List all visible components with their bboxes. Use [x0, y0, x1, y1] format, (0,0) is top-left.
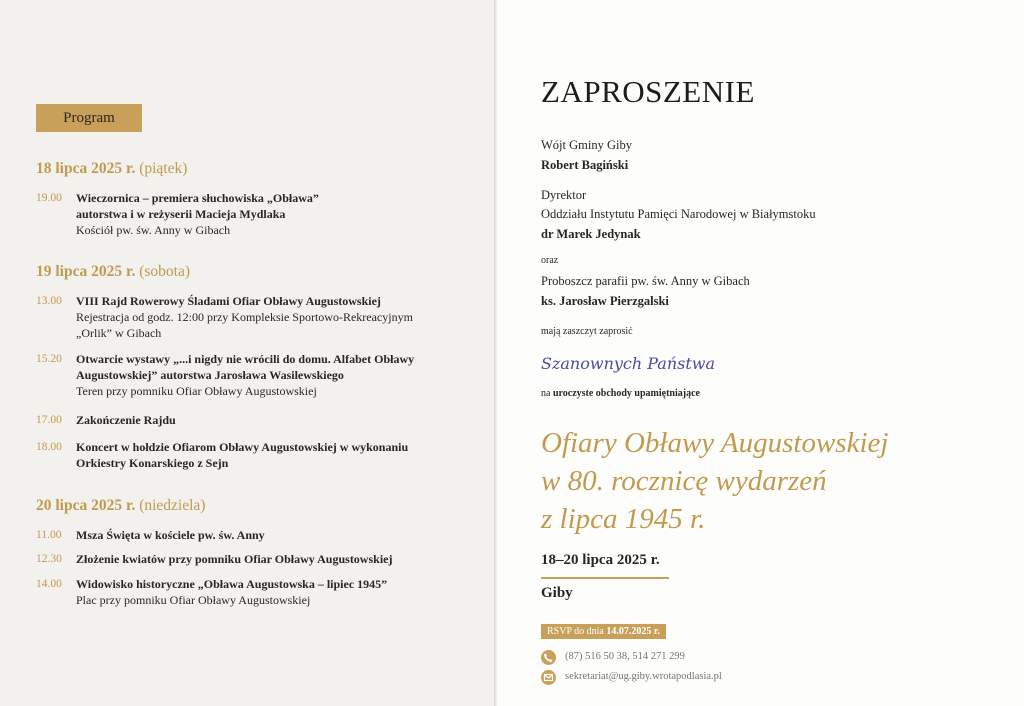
event-detail: Kościół pw. św. Anny w Gibach [76, 223, 231, 237]
event-detail: Plac przy pomniku Ofiar Obławy Augustowskiej [76, 593, 311, 607]
host1-name: Robert Bagiński [541, 158, 629, 172]
event-title: Otwarcie wystawy „...i nigdy nie wrócili do domu. Alfabet Obławy [76, 352, 415, 366]
day-date: 18 lipca 2025 r. [36, 160, 136, 177]
program-badge: Program [36, 104, 142, 132]
handwritten-addressee: Szanownych Państwa [541, 354, 716, 373]
dates-underline [541, 577, 669, 579]
event-time: 13.00 [36, 295, 62, 307]
event-detail: Rejestracja od godz. 12:00 przy Kompleksie Sportowo-Rekreacyjnym [76, 310, 413, 324]
event-place: Giby [541, 585, 573, 601]
headline-line-2: w 80. rocznicę wydarzeń [541, 465, 827, 497]
event-title-cont: Orkiestry Konarskiego z Sejn [76, 456, 229, 470]
headline-line-3: z lipca 1945 r. [541, 503, 706, 535]
event-time: 17.00 [36, 414, 62, 426]
phone-icon [541, 650, 556, 665]
event-title-cont: Augustowskiej” autorstwa Jarosława Wasilewskiego [76, 368, 344, 382]
event-time: 19.00 [36, 192, 62, 204]
event-time: 14.00 [36, 578, 62, 590]
day-heading [36, 263, 190, 281]
invitation-title: ZAPROSZENIE [541, 74, 755, 109]
host2-org: Oddziału Instytutu Pamięci Narodowej w Białymstoku [541, 207, 816, 221]
event-detail: Teren przy pomniku Ofiar Obławy Augustowskiej [76, 384, 317, 398]
event-title: Złożenie kwiatów przy pomniku Ofiar Obławy Augustowskiej [76, 552, 393, 566]
headline-line-1: Ofiary Obławy Augustowskiej [541, 427, 889, 459]
invite-line: mają zaszczyt zaprosić [541, 326, 633, 337]
day-date: 19 lipca 2025 r. [36, 263, 136, 280]
event-intro [541, 385, 700, 403]
rsvp-text: do dnia [574, 626, 604, 637]
event-time: 12.30 [36, 553, 62, 565]
event-title-cont: autorstwa i w reżyserii Macieja Mydlaka [76, 207, 286, 221]
and-text: oraz [541, 255, 559, 266]
day-date: 20 lipca 2025 r. [36, 497, 136, 514]
host2-name: dr Marek Jedynak [541, 227, 641, 241]
event-detail-cont: „Orlik” w Gibach [76, 326, 162, 340]
host3-role: Proboszcz parafii pw. św. Anny w Gibach [541, 274, 750, 288]
event-title: Koncert w hołdzie Ofiarom Obławy Augustowskiej w wykonaniu [76, 440, 409, 454]
day-heading [36, 497, 205, 515]
event-time: 11.00 [36, 529, 62, 541]
day-weekday: (piątek) [139, 160, 188, 177]
phone-text: (87) 516 50 38, 514 271 299 [565, 651, 685, 662]
host2-role: Dyrektor [541, 188, 587, 202]
event-time: 15.20 [36, 353, 62, 365]
rsvp-badge [541, 624, 666, 639]
event-dates: 18–20 lipca 2025 r. [541, 552, 660, 568]
rsvp-label: RSVP [547, 626, 572, 637]
host3-name: ks. Jarosław Pierzgalski [541, 294, 669, 308]
event-prefix: na [541, 388, 551, 399]
event-time: 18.00 [36, 441, 62, 453]
event-title: Widowisko historyczne „Obława Augustowska – lipiec 1945” [76, 577, 388, 591]
event-bold: uroczyste obchody upamiętniające [552, 388, 700, 399]
event-title: Zakończenie Rajdu [76, 413, 176, 427]
event-title: VIII Rajd Rowerowy Śladami Ofiar Obławy Augustowskiej [76, 294, 381, 308]
host1-role: Wójt Gminy Giby [541, 138, 632, 152]
event-title: Wieczornica – premiera słuchowiska „Obława” [76, 191, 319, 205]
email-text: sekretariat@ug.giby.wrotapodlasia.pl [565, 671, 722, 682]
day-heading [36, 160, 187, 178]
mail-icon [541, 670, 556, 685]
day-weekday: (sobota) [139, 263, 190, 280]
rsvp-date: 14.07.2025 r. [606, 626, 660, 637]
day-weekday: (niedziela) [139, 497, 206, 514]
event-title: Msza Święta w kościele pw. św. Anny [76, 528, 265, 542]
